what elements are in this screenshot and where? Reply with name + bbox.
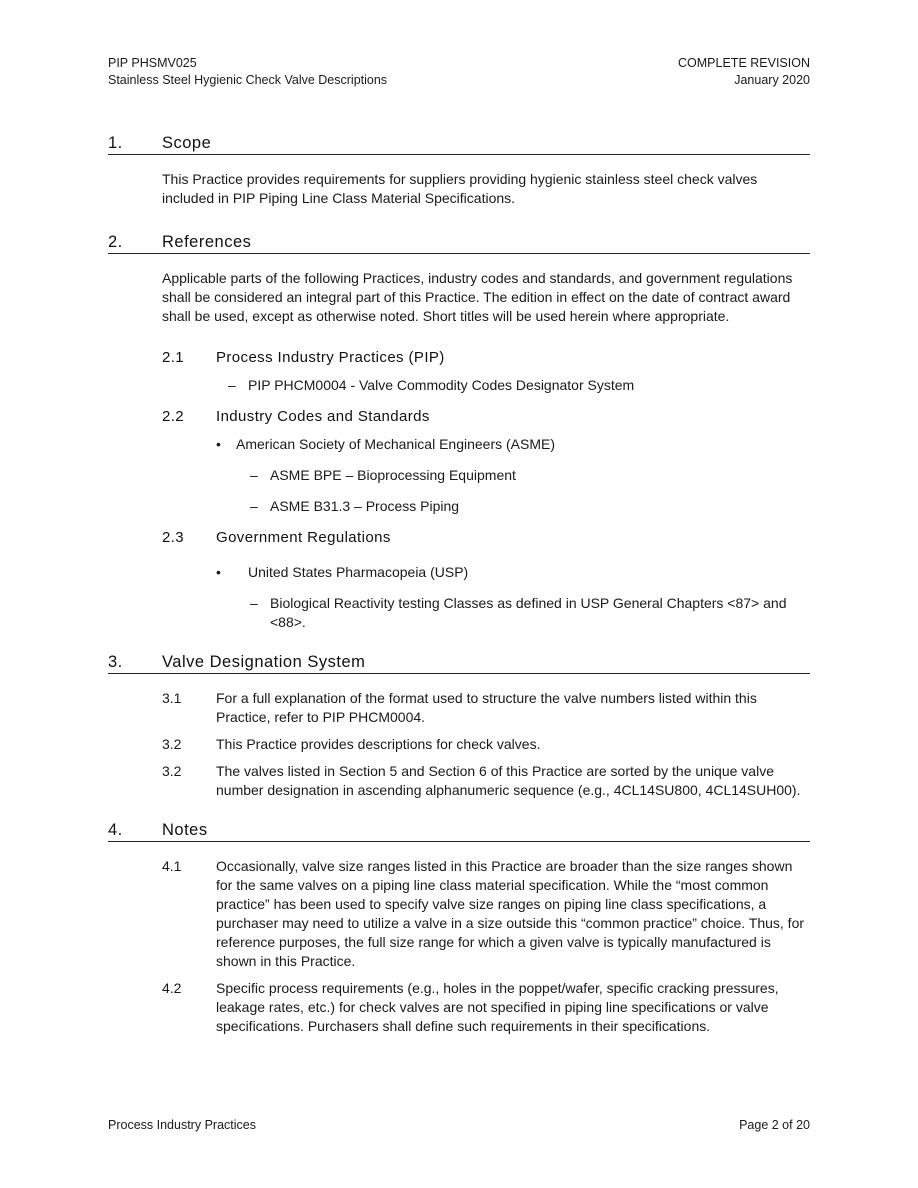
item-text: For a full explanation of the format used to structure the valve numbers listed within this Practice, refer to PIP PHCM0004. xyxy=(216,690,757,725)
dash-marker: – xyxy=(250,467,258,483)
section-title: Notes xyxy=(162,821,208,839)
subsection-number: 2.3 xyxy=(162,529,185,546)
references-paragraph: Applicable parts of the following Practices, industry codes and standards, and government regulations shall be considered an integral part of this Practice. The edition in effect on the date of contract award shall be used, except as otherwise noted. Short titles will be used herein where appropriate. xyxy=(162,270,793,324)
subsection-heading-2-2 xyxy=(162,407,810,427)
subsection-number: 2.1 xyxy=(162,349,185,366)
list-item-text: American Society of Mechanical Engineers (ASME) xyxy=(236,436,556,452)
revision-date: January 2020 xyxy=(734,73,810,87)
section-heading-valve-designation xyxy=(108,652,810,674)
list-item-text: United States Pharmacopeia (USP) xyxy=(248,564,469,580)
bullet-marker: • xyxy=(216,564,221,580)
section-number: 4. xyxy=(108,821,123,839)
section-title: Valve Designation System xyxy=(162,653,366,671)
item-number: 4.1 xyxy=(162,858,182,874)
list-item xyxy=(216,563,810,582)
section-heading-references xyxy=(108,232,810,254)
list-item xyxy=(250,497,810,516)
dash-marker: – xyxy=(250,498,258,514)
numbered-item xyxy=(162,979,810,1036)
subsection-title: Process Industry Practices (PIP) xyxy=(216,349,445,366)
dash-marker: – xyxy=(228,377,236,393)
item-number: 3.2 xyxy=(162,763,182,779)
item-text: Specific process requirements (e.g., holes in the poppet/wafer, specific cracking pressures, leakage rates, etc.) for check valves are not specified in piping line specifications or valve specifications. Purchasers shall define such requirements in their specifications. xyxy=(216,980,779,1034)
subsection-title: Industry Codes and Standards xyxy=(216,408,430,425)
section-heading-scope xyxy=(108,133,810,155)
page-header-right xyxy=(678,55,810,89)
numbered-item xyxy=(162,689,810,727)
numbered-item xyxy=(162,735,810,754)
item-number: 3.1 xyxy=(162,690,182,706)
numbered-item xyxy=(162,762,810,800)
section-number: 1. xyxy=(108,134,123,152)
subsection-title: Government Regulations xyxy=(216,529,391,546)
subsection-heading-2-1 xyxy=(162,348,810,368)
page-header-left xyxy=(108,55,387,89)
document-body xyxy=(108,133,810,1036)
list-item-text: ASME B31.3 – Process Piping xyxy=(270,498,460,514)
footer-page-number: Page 2 of 20 xyxy=(739,1118,810,1132)
section-heading-notes xyxy=(108,820,810,842)
list-item-text: ASME BPE – Bioprocessing Equipment xyxy=(270,467,516,483)
section-title: References xyxy=(162,233,252,251)
section-number: 2. xyxy=(108,233,123,251)
item-text: This Practice provides descriptions for check valves. xyxy=(216,736,541,752)
list-item xyxy=(250,466,810,485)
list-item xyxy=(228,376,810,395)
item-number: 4.2 xyxy=(162,980,182,996)
revision-label: COMPLETE REVISION xyxy=(678,56,810,70)
subsection-heading-2-3 xyxy=(162,528,810,548)
item-text: The valves listed in Section 5 and Section 6 of this Practice are sorted by the unique valve number designation in ascending alphanumeric sequence (e.g., 4CL14SU800, 4CL14SUH00). xyxy=(216,763,801,798)
scope-paragraph: This Practice provides requirements for suppliers providing hygienic stainless steel check valves included in PIP Piping Line Class Material Specifications. xyxy=(162,171,758,206)
list-item-text: Biological Reactivity testing Classes as defined in USP General Chapters <87> and <88>. xyxy=(270,595,787,630)
list-item-text: PIP PHCM0004 - Valve Commodity Codes Designator System xyxy=(248,377,635,393)
item-number: 3.2 xyxy=(162,736,182,752)
footer-org: Process Industry Practices xyxy=(108,1118,256,1132)
item-text: Occasionally, valve size ranges listed in this Practice are broader than the size ranges shown for the same valves on a piping line class material specification. While the “most common practice” has been used to specify valve size ranges on piping line class specifications, a purchaser may need to utilize a valve in a size outside this “common practice” choice. Thus, for reference purposes, the full size range for which a given valve is typically manufactured is shown in this Practice. xyxy=(216,858,805,969)
doc-id: PIP PHSMV025 xyxy=(108,56,197,70)
section-title: Scope xyxy=(162,134,212,152)
section-number: 3. xyxy=(108,653,123,671)
doc-title: Stainless Steel Hygienic Check Valve Descriptions xyxy=(108,73,388,87)
list-item xyxy=(250,594,810,632)
bullet-marker: • xyxy=(216,436,221,452)
subsection-number: 2.2 xyxy=(162,408,185,425)
numbered-item xyxy=(162,857,810,971)
list-item xyxy=(216,435,810,454)
dash-marker: – xyxy=(250,595,258,611)
